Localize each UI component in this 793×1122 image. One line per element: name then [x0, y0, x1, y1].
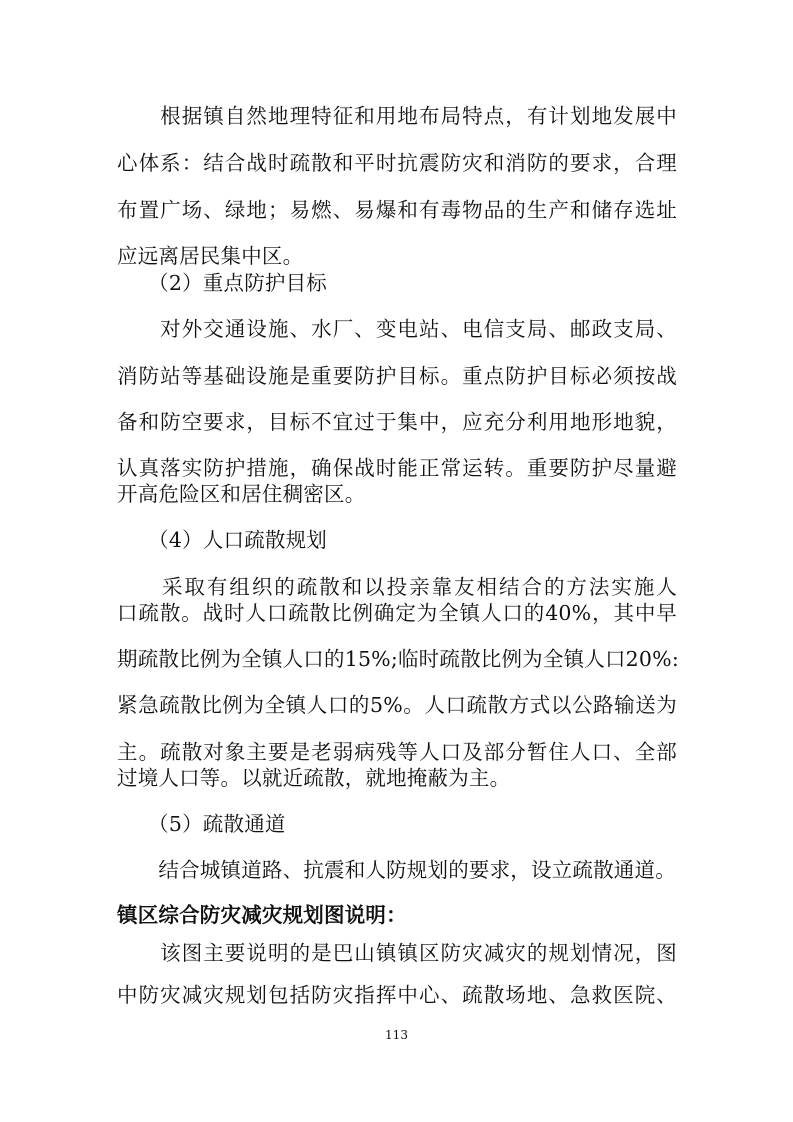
- paragraph-line: 中防灾减灾规划包括防灾指挥中心、疏散场地、急救医院、: [117, 983, 677, 1007]
- paragraph-line: 期疏散比例为全镇人口的15%;临时疏散比例为全镇人口20%:: [117, 647, 679, 671]
- paragraph-line: 应远离居民集中区。: [117, 244, 304, 268]
- section-heading: （4）人口疏散规划: [117, 528, 327, 552]
- paragraph-line: 主。疏散对象主要是老弱病残等人口及部分暂住人口、全部: [117, 740, 677, 764]
- paragraph-line: 过境人口等。以就近疏散，就地掩蔽为主。: [117, 766, 511, 790]
- paragraph-line: 采取有组织的疏散和以投亲靠友相结合的方法实施人: [117, 575, 677, 599]
- paragraph-line: 认真落实防护措施，确保战时能正常运转。重要防护尽量避: [117, 456, 677, 480]
- bold-heading: 镇区综合防灾减灾规划图说明：: [117, 903, 407, 927]
- paragraph-line: 消防站等基础设施是重要防护目标。重点防护目标必须按战: [117, 364, 677, 388]
- paragraph-line: 对外交通设施、水厂、变电站、电信支局、邮政支局、: [117, 317, 677, 341]
- paragraph-line: 紧急疏散比例为全镇人口的5%。人口疏散方式以公路输送为: [117, 693, 677, 717]
- paragraph-line: 布置广场、绿地；易燃、易爆和有毒物品的生产和储存选址: [117, 198, 677, 222]
- section-heading: （2）重点防护目标: [117, 271, 327, 295]
- paragraph-line: 根据镇自然地理特征和用地布局特点，有计划地发展中: [117, 104, 677, 128]
- paragraph-line: 口疏散。战时人口疏散比例确定为全镇人口的40%，其中早: [117, 601, 677, 625]
- page-number: 113: [385, 1028, 408, 1042]
- paragraph-line: 备和防空要求，目标不宜过于集中，应充分利用地形地貌，: [117, 410, 677, 434]
- paragraph-line: 该图主要说明的是巴山镇镇区防灾减灾的规划情况，图: [117, 941, 677, 965]
- paragraph-line: 开高危险区和居住稠密区。: [117, 482, 366, 506]
- paragraph-line: 结合城镇道路、抗震和人防规划的要求，设立疏散通道。: [117, 858, 676, 882]
- section-heading: （5）疏散通道: [117, 812, 286, 836]
- paragraph-line: 心体系：结合战时疏散和平时抗震防灾和消防的要求，合理: [117, 151, 677, 175]
